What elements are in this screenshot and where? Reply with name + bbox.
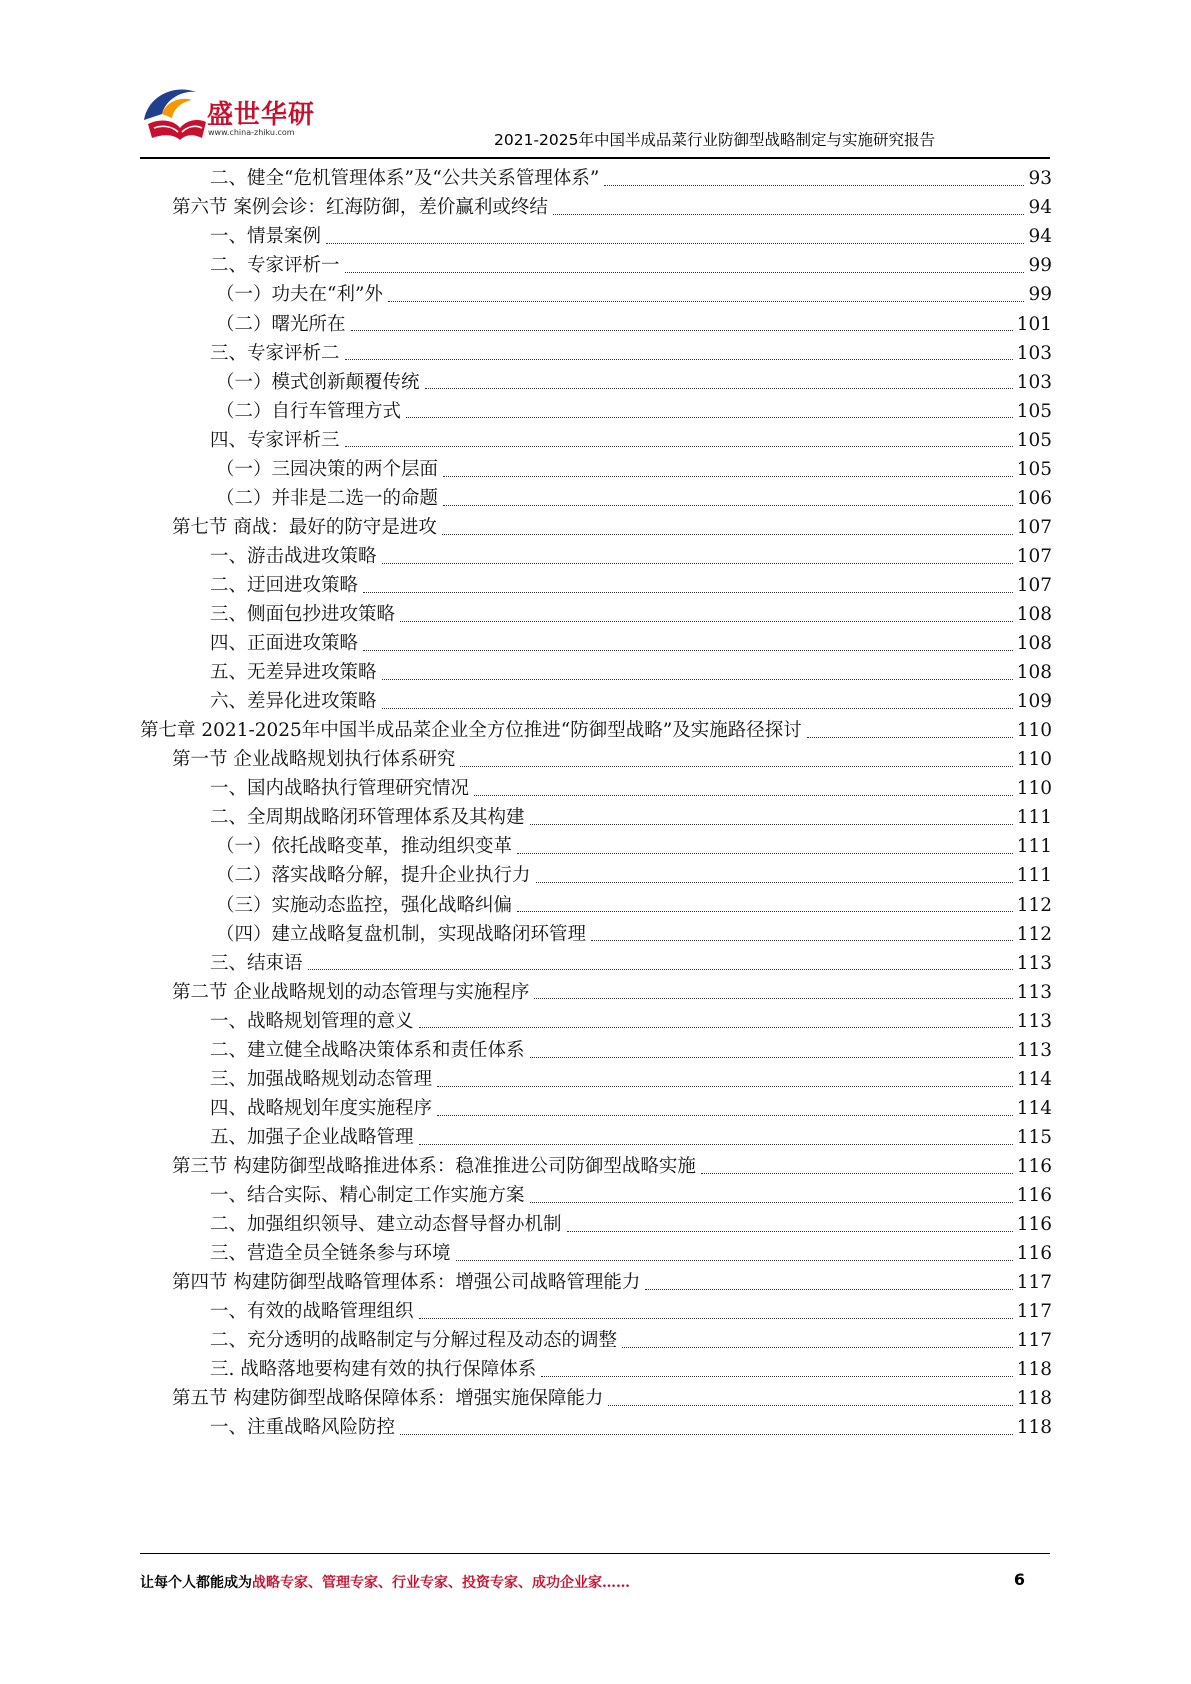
toc-dot-leader — [807, 737, 1013, 738]
toc-entry-title: 第一节 企业战略规划执行体系研究 — [172, 749, 456, 771]
toc-entry-title: 二、健全“危机管理体系”及“公共关系管理体系” — [210, 168, 600, 190]
toc-entry[interactable] — [210, 1123, 1052, 1154]
toc-entry[interactable] — [210, 774, 1052, 805]
toc-entry[interactable] — [172, 977, 1052, 1008]
toc-entry[interactable] — [216, 919, 1052, 950]
toc-entry-page: 113 — [1016, 1039, 1052, 1061]
toc-entry-page: 108 — [1016, 633, 1052, 655]
toc-entry[interactable] — [210, 803, 1052, 834]
footer-slogan-highlight: 战略专家、管理专家、行业专家、投资专家、成功企业家…… — [252, 1575, 630, 1591]
toc-entry-page: 118 — [1016, 1359, 1052, 1381]
toc-entry-title: 二、全周期战略闭环管理体系及其构建 — [210, 807, 525, 829]
toc-entry[interactable] — [210, 164, 1052, 195]
toc-entry[interactable] — [172, 745, 1052, 776]
toc-entry-page: 112 — [1016, 894, 1052, 916]
toc-entry-title: 二、建立健全战略决策体系和责任体系 — [210, 1039, 525, 1061]
toc-entry-page: 106 — [1016, 487, 1052, 509]
toc-entry[interactable] — [172, 1384, 1052, 1415]
toc-entry-title: （一）依托战略变革，推动组织变革 — [216, 836, 513, 858]
toc-entry-page: 103 — [1016, 342, 1052, 364]
toc-entry[interactable] — [210, 687, 1052, 718]
toc-entry-title: （一）三园决策的两个层面 — [216, 458, 439, 480]
footer-slogan-prefix: 让每个人都能成为 — [140, 1575, 252, 1591]
toc-entry-title: （一）功夫在“利”外 — [216, 284, 383, 306]
toc-entry-title: 一、游击战进攻策略 — [210, 545, 377, 567]
toc-dot-leader — [406, 417, 1013, 418]
page-number: 6 — [1013, 1570, 1025, 1589]
toc-dot-leader — [308, 969, 1013, 970]
toc-entry-title: 第六节 案例会诊：红海防御，差价赢利或终结 — [172, 197, 548, 219]
toc-entry-title: 一、国内战略执行管理研究情况 — [210, 778, 470, 800]
toc-entry-title: （四）建立战略复盘机制，实现战略闭环管理 — [216, 923, 587, 945]
toc-entry-title: 六、差异化进攻策略 — [210, 691, 377, 713]
toc-entry[interactable] — [210, 629, 1052, 660]
toc-entry[interactable] — [216, 861, 1052, 892]
toc-dot-leader — [351, 330, 1013, 331]
toc-entry-page: 105 — [1016, 429, 1052, 451]
footer-divider — [140, 1553, 1050, 1554]
toc-dot-leader — [400, 621, 1013, 622]
toc-dot-leader — [645, 1289, 1012, 1290]
toc-entry-page: 110 — [1016, 720, 1052, 742]
toc-dot-leader — [419, 1318, 1013, 1319]
toc-dot-leader — [553, 214, 1025, 215]
toc-entry-page: 111 — [1016, 865, 1052, 887]
toc-entry-page: 115 — [1016, 1126, 1052, 1148]
toc-entry-title: 三、结束语 — [210, 952, 303, 974]
toc-entry[interactable] — [172, 193, 1052, 224]
toc-entry[interactable] — [172, 1268, 1052, 1299]
toc-entry[interactable] — [216, 832, 1052, 863]
toc-dot-leader — [382, 708, 1013, 709]
toc-entry-title: 四、正面进攻策略 — [210, 633, 359, 655]
toc-entry[interactable] — [210, 1326, 1052, 1357]
toc-entry-title: 三. 战略落地要构建有效的执行保障体系 — [210, 1359, 537, 1381]
toc-entry-title: 二、专家评析一 — [210, 255, 340, 277]
toc-entry-title: （二）自行车管理方式 — [216, 400, 402, 422]
toc-entry[interactable] — [210, 1413, 1052, 1444]
toc-entry-title: 二、迂回进攻策略 — [210, 574, 359, 596]
toc-dot-leader — [437, 1115, 1013, 1116]
toc-entry-title: 一、情景案例 — [210, 226, 322, 248]
toc-dot-leader — [622, 1347, 1013, 1348]
toc-entry-page: 113 — [1016, 981, 1052, 1003]
toc-dot-leader — [443, 476, 1013, 477]
toc-entry[interactable] — [140, 716, 1052, 747]
header-divider — [140, 157, 1050, 159]
toc-dot-leader — [530, 1057, 1013, 1058]
toc-entry-title: 第七节 商战：最好的防守是进攻 — [172, 516, 437, 538]
toc-entry-page: 99 — [1028, 255, 1052, 277]
logo-name: 盛世华研 — [207, 100, 316, 130]
toc-entry-page: 103 — [1016, 371, 1052, 393]
toc-entry[interactable] — [210, 338, 1052, 369]
toc-entry-page: 113 — [1016, 952, 1052, 974]
toc-entry-page: 112 — [1016, 923, 1052, 945]
toc-entry-page: 116 — [1016, 1243, 1052, 1265]
toc-entry[interactable] — [210, 1036, 1052, 1067]
toc-entry-page: 105 — [1016, 400, 1052, 422]
toc-entry-page: 114 — [1016, 1068, 1052, 1090]
toc-dot-leader — [517, 911, 1013, 912]
toc-entry[interactable] — [210, 1239, 1052, 1270]
toc-entry-title: 五、无差异进攻策略 — [210, 662, 377, 684]
toc-entry[interactable] — [216, 455, 1052, 486]
toc-dot-leader — [536, 882, 1013, 883]
toc-entry-page: 116 — [1016, 1214, 1052, 1236]
toc-entry[interactable] — [172, 513, 1052, 544]
toc-entry-title: 四、战略规划年度实施程序 — [210, 1097, 433, 1119]
toc-entry-title: 一、有效的战略管理组织 — [210, 1301, 414, 1323]
toc-entry-title: 第五节 构建防御型战略保障体系：增强实施保障能力 — [172, 1388, 604, 1410]
toc-entry-page: 107 — [1016, 516, 1052, 538]
toc-entry-title: 三、专家评析二 — [210, 342, 340, 364]
toc-entry[interactable] — [216, 309, 1052, 340]
toc-dot-leader — [437, 1086, 1013, 1087]
toc-entry[interactable] — [210, 1297, 1052, 1328]
toc-entry-title: （二）并非是二选一的命题 — [216, 487, 439, 509]
footer-slogan — [140, 1572, 630, 1592]
toc-entry-title: 一、注重战略风险防控 — [210, 1417, 396, 1439]
report-title: 2021-2025年中国半成品菜行业防御型战略制定与实施研究报告 — [494, 131, 935, 149]
toc-dot-leader — [530, 1202, 1013, 1203]
toc-entry-title: 第四节 构建防御型战略管理体系：增强公司战略管理能力 — [172, 1272, 641, 1294]
toc-dot-leader — [419, 1027, 1013, 1028]
toc-dot-leader — [419, 1144, 1013, 1145]
toc-entry-page: 111 — [1016, 807, 1052, 829]
toc-entry-page: 113 — [1016, 1010, 1052, 1032]
toc-entry-page: 117 — [1016, 1330, 1052, 1352]
toc-entry-title: （二）曙光所在 — [216, 313, 346, 335]
toc-dot-leader — [345, 446, 1013, 447]
toc-entry[interactable] — [216, 367, 1052, 398]
toc-entry-page: 118 — [1016, 1417, 1052, 1439]
toc-entry-title: 第七章 2021-2025年中国半成品菜企业全方位推进“防御型战略”及实施路径探讨 — [140, 720, 802, 742]
toc-entry-title: （一）模式创新颠覆传统 — [216, 371, 420, 393]
toc-entry[interactable] — [210, 1210, 1052, 1241]
toc-entry[interactable] — [210, 222, 1052, 253]
toc-entry[interactable] — [210, 251, 1052, 282]
toc-entry[interactable] — [210, 1094, 1052, 1125]
toc-entry-title: 四、专家评析三 — [210, 429, 340, 451]
toc-entry-page: 108 — [1016, 662, 1052, 684]
toc-dot-leader — [456, 1260, 1013, 1261]
toc-entry-title: 一、战略规划管理的意义 — [210, 1010, 414, 1032]
toc-entry[interactable] — [210, 571, 1052, 602]
toc-entry-title: 二、充分透明的战略制定与分解过程及动态的调整 — [210, 1330, 618, 1352]
toc-dot-leader — [400, 1434, 1013, 1435]
toc-dot-leader — [442, 534, 1013, 535]
toc-entry[interactable] — [216, 890, 1052, 921]
toc-dot-leader — [382, 563, 1013, 564]
toc-dot-leader — [345, 359, 1013, 360]
toc-entry[interactable] — [210, 1006, 1052, 1037]
toc-entry-page: 111 — [1016, 836, 1052, 858]
toc-entry-page: 116 — [1016, 1155, 1052, 1177]
toc-entry-page: 110 — [1016, 749, 1052, 771]
toc-entry-title: 三、侧面包抄进攻策略 — [210, 604, 396, 625]
toc-dot-leader — [460, 766, 1012, 767]
toc-dot-leader — [567, 1231, 1013, 1232]
toc-entry-title: 一、结合实际、精心制定工作实施方案 — [210, 1185, 525, 1206]
toc-entry-title: 第三节 构建防御型战略推进体系：稳准推进公司防御型战略实施 — [172, 1155, 696, 1177]
toc-dot-leader — [474, 795, 1013, 796]
toc-entry[interactable] — [210, 425, 1052, 456]
toc-dot-leader — [326, 243, 1024, 244]
toc-entry[interactable] — [210, 1355, 1052, 1386]
toc-dot-leader — [382, 679, 1013, 680]
toc-entry-page: 114 — [1016, 1097, 1052, 1119]
toc-dot-leader — [345, 272, 1025, 273]
toc-entry-page: 117 — [1016, 1301, 1052, 1323]
toc-entry-page: 101 — [1016, 313, 1052, 335]
toc-dot-leader — [530, 824, 1013, 825]
toc-entry-title: 五、加强子企业战略管理 — [210, 1126, 414, 1148]
toc-entry-page: 109 — [1016, 691, 1052, 713]
toc-entry[interactable] — [210, 1181, 1052, 1212]
toc-dot-leader — [425, 388, 1013, 389]
toc-entry-page: 105 — [1016, 458, 1052, 480]
toc-entry-page: 116 — [1016, 1185, 1052, 1206]
toc-entry[interactable] — [216, 280, 1052, 311]
toc-entry-page: 108 — [1016, 604, 1052, 625]
toc-entry[interactable] — [172, 1152, 1052, 1183]
toc-entry-page: 93 — [1028, 168, 1052, 190]
toc-entry[interactable] — [210, 658, 1052, 689]
toc-entry-page: 99 — [1028, 284, 1052, 306]
toc-entry[interactable] — [210, 1065, 1052, 1096]
toc-dot-leader — [591, 940, 1013, 941]
toc-entry-title: 三、营造全员全链条参与环境 — [210, 1243, 451, 1265]
toc-entry[interactable] — [210, 542, 1052, 573]
toc-dot-leader — [363, 592, 1013, 593]
logo-url: www.china-zhiku.com — [208, 128, 295, 137]
toc-dot-leader — [541, 1376, 1012, 1377]
toc-entry-title: 二、加强组织领导、建立动态督导督办机制 — [210, 1214, 562, 1236]
toc-entry-title: （二）落实战略分解，提升企业执行力 — [216, 865, 531, 887]
toc-entry-page: 94 — [1028, 197, 1052, 219]
toc-dot-leader — [388, 301, 1025, 302]
toc-dot-leader — [363, 650, 1013, 651]
toc-dot-leader — [517, 853, 1013, 854]
toc-entry-page: 118 — [1016, 1388, 1052, 1410]
toc-entry-page: 94 — [1028, 226, 1052, 248]
toc-dot-leader — [443, 505, 1013, 506]
toc-entry-page: 117 — [1016, 1272, 1052, 1294]
toc-entry-title: 三、加强战略规划动态管理 — [210, 1068, 433, 1090]
toc-entry[interactable] — [210, 600, 1052, 631]
toc-entry-page: 107 — [1016, 545, 1052, 567]
toc-entry-page: 110 — [1016, 778, 1052, 800]
toc-dot-leader — [701, 1173, 1013, 1174]
toc-entry-page: 107 — [1016, 574, 1052, 596]
toc-dot-leader — [604, 185, 1024, 186]
toc-entry[interactable] — [216, 396, 1052, 427]
toc-entry-title: （三）实施动态监控，强化战略纠偏 — [216, 894, 513, 916]
toc-dot-leader — [534, 998, 1012, 999]
page-header — [0, 0, 1191, 162]
toc-entry[interactable] — [216, 484, 1052, 515]
toc-entry-title: 第二节 企业战略规划的动态管理与实施程序 — [172, 981, 530, 1003]
toc-dot-leader — [608, 1405, 1012, 1406]
toc-entry[interactable] — [210, 948, 1052, 979]
